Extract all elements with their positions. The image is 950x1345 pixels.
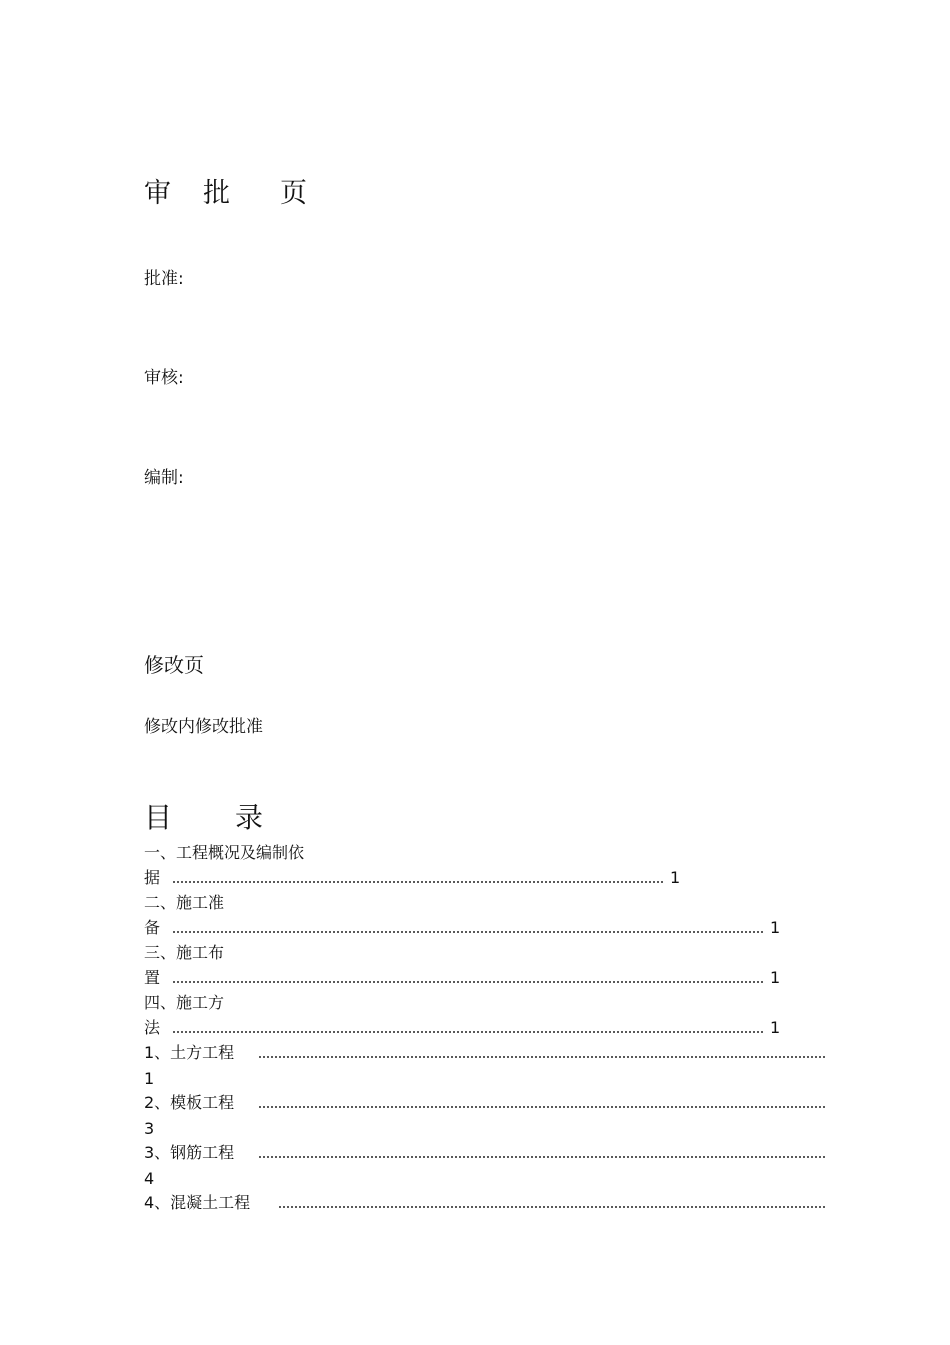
toc-title-char-1: 目 xyxy=(144,801,173,834)
approval-title-char-3: 页 xyxy=(280,178,307,209)
toc-entry-2-line2[interactable]: 备 xyxy=(144,918,161,937)
toc-entry-7-page: 4 xyxy=(144,1169,155,1188)
compile-label: 编制: xyxy=(144,468,184,488)
toc-entry-1-line2[interactable]: 据 xyxy=(144,868,161,887)
toc-entry-7-text[interactable]: 3、钢筋工程 xyxy=(144,1143,235,1162)
toc-entry-5-page: 1 xyxy=(144,1069,155,1088)
approve-label: 批准: xyxy=(144,269,184,289)
toc-entry-2-line1[interactable]: 二、施工准 xyxy=(144,893,225,912)
approval-title-char-2: 批 xyxy=(203,178,230,209)
toc-entry-8-leader xyxy=(278,1206,826,1208)
toc-entry-3-leader xyxy=(172,981,764,983)
toc-entry-6-leader xyxy=(258,1106,826,1108)
toc-entry-5-text[interactable]: 1、土方工程 xyxy=(144,1043,235,1062)
toc-entry-1-page: 1 xyxy=(670,868,681,887)
toc-entry-3-line2[interactable]: 置 xyxy=(144,968,161,987)
revision-page-title: 修改页 xyxy=(144,653,204,677)
toc-entry-4-line1[interactable]: 四、施工方 xyxy=(144,993,225,1012)
toc-entry-6-text[interactable]: 2、模板工程 xyxy=(144,1093,235,1112)
toc-entry-7-leader xyxy=(258,1156,826,1158)
toc-entry-2-page: 1 xyxy=(770,918,781,937)
toc-entry-8-text[interactable]: 4、混凝土工程 xyxy=(144,1193,251,1212)
approval-title-char-1: 审 xyxy=(144,178,171,209)
toc-entry-2-leader xyxy=(172,931,764,933)
revision-table-header: 修改内修改批准 xyxy=(144,717,263,737)
toc-title-char-2: 录 xyxy=(235,801,264,834)
toc-entry-3-line1[interactable]: 三、施工布 xyxy=(144,943,225,962)
toc-entry-4-page: 1 xyxy=(770,1018,781,1037)
toc-entry-1-leader xyxy=(172,881,664,883)
review-label: 审核: xyxy=(144,368,184,388)
toc-entry-4-leader xyxy=(172,1031,764,1033)
toc-entry-6-page: 3 xyxy=(144,1119,155,1138)
toc-entry-5-leader xyxy=(258,1056,826,1058)
toc-entry-3-page: 1 xyxy=(770,968,781,987)
toc-entry-1-line1[interactable]: 一、工程概况及编制依 xyxy=(144,843,305,862)
toc-entry-4-line2[interactable]: 法 xyxy=(144,1018,161,1037)
